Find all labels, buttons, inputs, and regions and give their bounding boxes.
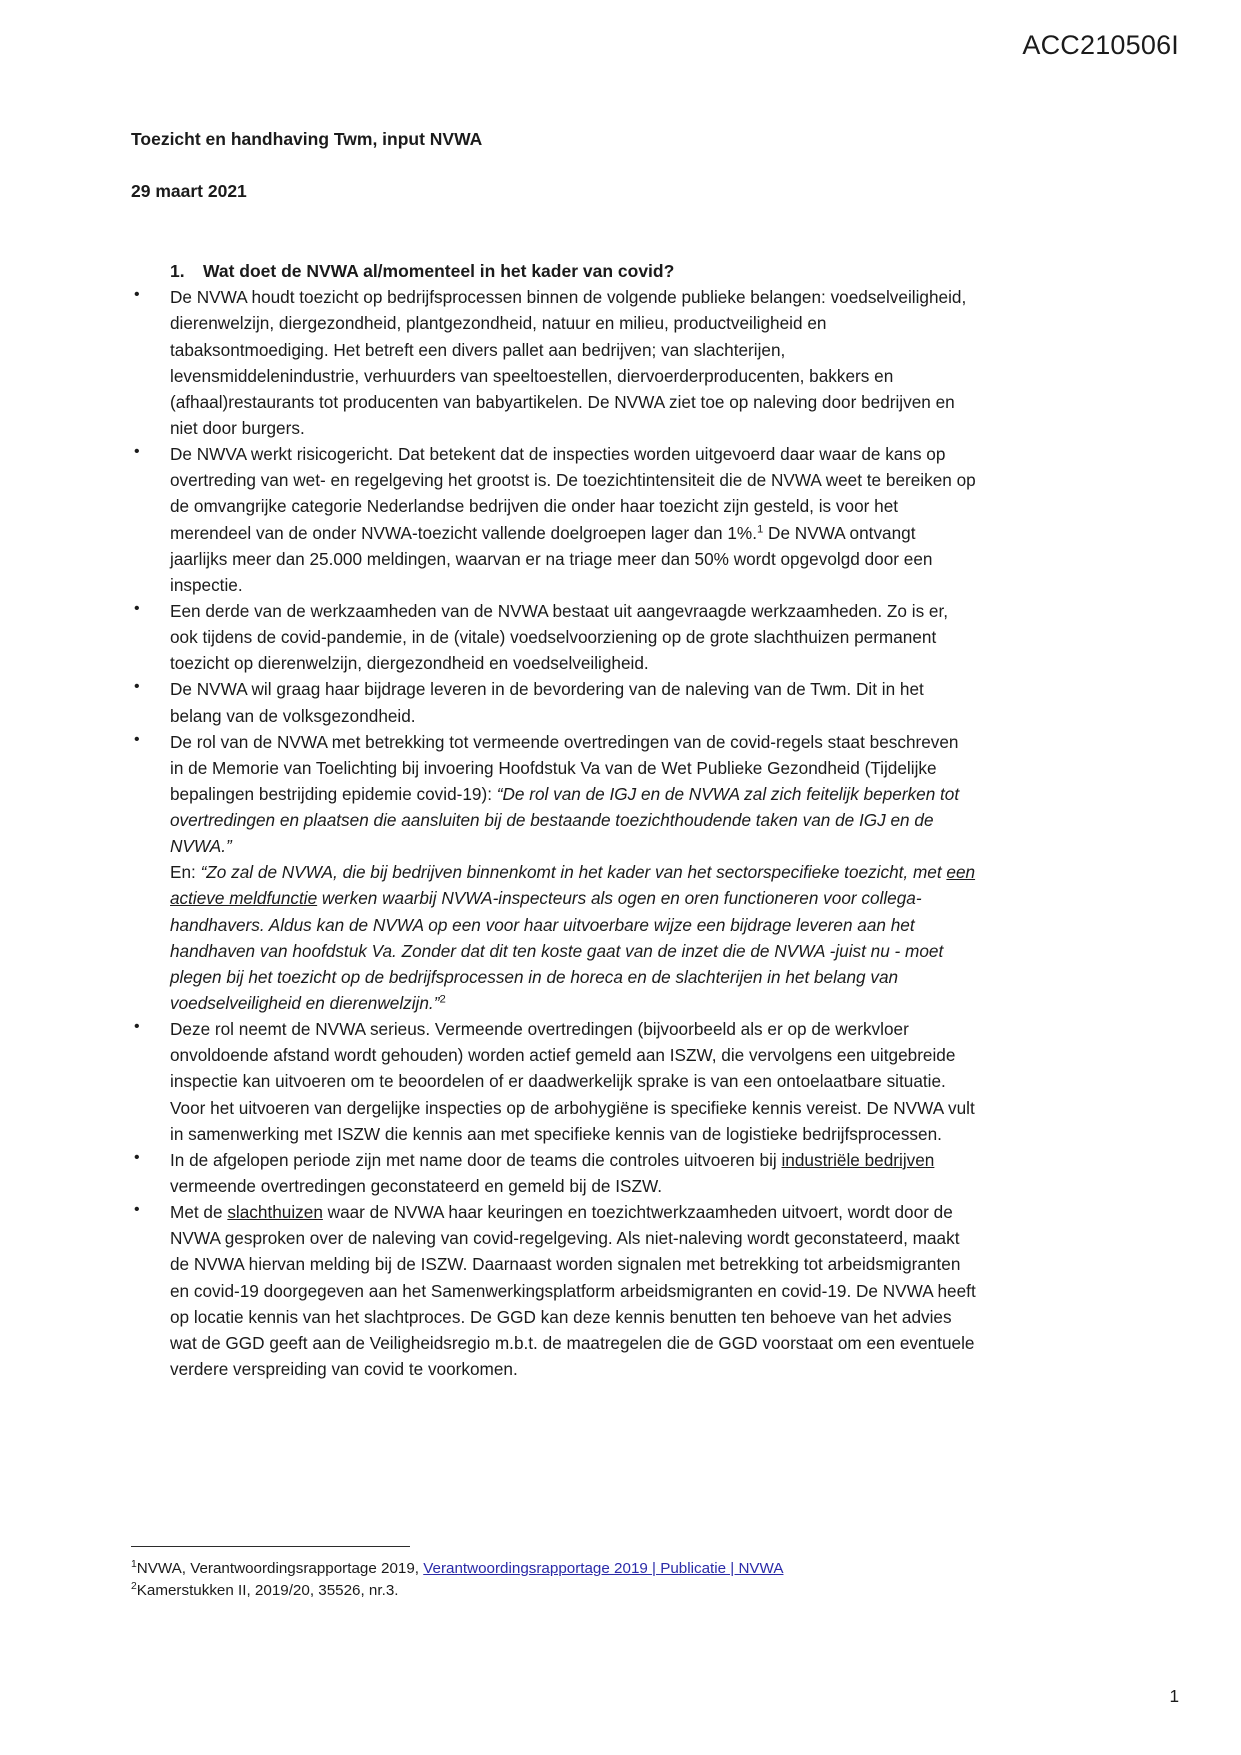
- document-body: [131, 128, 976, 1382]
- list-item-slachthuizen: [131, 1199, 976, 1382]
- list-item-text: De NVWA houdt toezicht op bedrijfsprocessen binnen de volgende publieke belangen: voedselveiligheid, dierenwelzijn, diergezondheid, plantgezondheid, natuur en milieu, productveiligheid en tabaksontmoediging. Het betreft een divers pallet aan bedrijven; van slachterijen, levensmiddelenindustrie, verhuurders van speeltoestellen, diervoerderproducenten, bakkers en (afhaal)restaurants tot producenten van babyartikelen. De NVWA ziet toe op naleving door bedrijven en niet door burgers.: [170, 287, 967, 438]
- section-number: 1.: [170, 261, 185, 282]
- list-item-text: Deze rol neemt de NVWA serieus. Vermeende overtredingen (bijvoorbeeld als er op de werkvloer onvoldoende afstand wordt gehouden) worden actief gemeld aan ISZW, die vervolgens een uitgebreide inspectie kan uitvoeren om te beoordelen of er daadwerkelijk sprake is van een ontoelaatbare situatie. Voor het uitvoeren van dergelijke inspecties op de arbohygiëne is specifieke kennis vereist. De NVWA vult in samenwerking met ISZW die kennis aan met specifieke kennis van de logistieke bedrijfsprocessen.: [170, 1019, 975, 1144]
- document-date: 29 maart 2021: [131, 180, 247, 201]
- quote-sectorspecifiek-part-2: werken waarbij NVWA-inspecteurs als ogen en oren functioneren voor collega-handhavers. Aldus kan de NVWA op een voor haar uitvoerbare wijze een bijdrage leveren aan het handhaven van hoofdstuk Va. Zonder dat dit ten koste gaat van de inzet die de NVWA -juist nu - moet plegen bij het toezicht op de bedrijfsprocessen in de horeca en de slachterijen in het belang van voedselveiligheid en dierenwelzijn.”: [170, 888, 944, 1014]
- footnote-separator-rule: [131, 1546, 410, 1547]
- list-item-text-part-1: De NWVA werkt risicogericht. Dat betekent dat de inspecties worden uitgevoerd daar waar de kans op overtreding van wet- en regelgeving het grootst is. De toezichtintensiteit die de NVWA weet te bereiken op de omvangrijke categorie Nederlandse bedrijven die onder haar toezicht zijn gesteld, is voor het merendeel van de onder NVWA-toezicht vallende doelgroepen lager dan 1%.: [170, 444, 976, 543]
- list-item-text: De NVWA wil graag haar bijdrage leveren in de bevordering van de naleving van de Twm. Dit in het belang van de volksgezondheid.: [170, 679, 924, 726]
- quote-sectorspecifiek-part-1: “Zo zal de NVWA, die bij bedrijven binnenkomt in het kader van het sectorspecifieke toezicht, met: [200, 862, 947, 883]
- quote-connector-label: En:: [170, 862, 201, 883]
- list-item-industriele-bedrijven: [131, 1147, 976, 1199]
- footnote-1-text: NVWA, Verantwoordingsrapportage 2019,: [136, 1560, 424, 1577]
- quote-igj-nvwa: “De rol van de IGJ en de NVWA zal zich feitelijk beperken tot overtredingen en plaatsen die aansluiten bij de bestaande toezichthoudende taken van de IGJ en de NVWA.”: [170, 783, 960, 857]
- list-item-text-part-2: vermeende overtredingen geconstateerd en gemeld bij de ISZW.: [170, 1176, 663, 1197]
- footnote-marker-1: 1: [756, 522, 764, 535]
- footnote-2-text: Kamerstukken II, 2019/20, 35526, nr.3.: [136, 1582, 399, 1600]
- bullet-list: [131, 284, 976, 1382]
- underlined-slachthuizen: slachthuizen: [227, 1202, 323, 1223]
- footnote-2-marker: 2: [131, 1580, 137, 1592]
- footnote-area: [131, 1546, 1031, 1602]
- list-item-risicogericht: [131, 441, 976, 598]
- footnote-1-marker: 1: [131, 1558, 137, 1570]
- document-reference-code: ACC210506I: [1022, 30, 1179, 60]
- section-heading-text: Wat doet de NVWA al/momenteel in het kader van covid?: [203, 261, 675, 282]
- underlined-industriele-bedrijven: industriële bedrijven: [781, 1149, 935, 1170]
- page-number: 1: [1169, 1686, 1179, 1706]
- footnote-1-link[interactable]: Verantwoordingsrapportage 2019 | Publicatie | NVWA: [423, 1560, 784, 1577]
- footnote-1: [131, 1558, 1031, 1580]
- footnote-2: [131, 1580, 1031, 1602]
- list-item-text-part-1: In de afgelopen periode zijn met name door de teams die controles uitvoeren bij: [170, 1149, 782, 1170]
- section-heading: [170, 261, 976, 282]
- list-item-bijdrage-naleving-twm: [131, 676, 976, 728]
- list-item-intro-text: De rol van de NVWA met betrekking tot vermeende overtredingen van de covid-regels staat beschreven in de Memorie van Toelichting bij invoering Hoofdstuk Va van de Wet Publieke Gezondheid (Tijdelijke bepalingen bestrijding epidemie covid-19):: [170, 731, 959, 804]
- list-item-rol-memorie-van-toelichting: [131, 729, 976, 1017]
- list-item-text-part-2: De NVWA ontvangt jaarlijks meer dan 25.000 meldingen, waarvan er na triage meer dan 50% wordt opgevolgd door een inspectie.: [170, 522, 933, 595]
- list-item-text-part-1: Met de: [170, 1202, 228, 1223]
- page-title: Toezicht en handhaving Twm, input NVWA: [131, 129, 483, 149]
- list-item-aangevraagde-werkzaamheden: [131, 598, 976, 676]
- list-item-text-part-2: waar de NVWA haar keuringen en toezichtwerkzaamheden uitvoert, wordt door de NVWA gesproken over de naleving van covid-regelgeving. Als niet-naleving wordt geconstateerd, maakt de NVWA hiervan melding bij de ISZW. Daarnaast worden signalen met betrekking tot arbeidsmigranten en covid-19 doorgegeven aan het Samenwerkingsplatform arbeidsmigranten en covid-19. De NVWA heeft op locatie kennis van het slachtproces. De GGD kan deze kennis benutten ten behoeve van het advies wat de GGD geeft aan de Veiligheidsregio m.b.t. de maatregelen die de GGD voorstaat om een eventuele verdere verspreiding van covid te voorkomen.: [170, 1202, 976, 1380]
- list-item-publieke-belangen: [131, 284, 976, 441]
- list-item-text: Een derde van de werkzaamheden van de NVWA bestaat uit aangevraagde werkzaamheden. Zo is er, ook tijdens de covid-pandemie, in de (vitale) voedselvoorziening op de grote slachthuizen permanent toezicht op dierenwelzijn, diergezondheid en voedselveiligheid.: [170, 600, 949, 674]
- footnote-marker-2: 2: [439, 993, 446, 1006]
- list-item-rol-serieus-iszw: [131, 1016, 976, 1147]
- quote-underlined-meldfunctie: een actieve meldfunctie: [170, 862, 976, 909]
